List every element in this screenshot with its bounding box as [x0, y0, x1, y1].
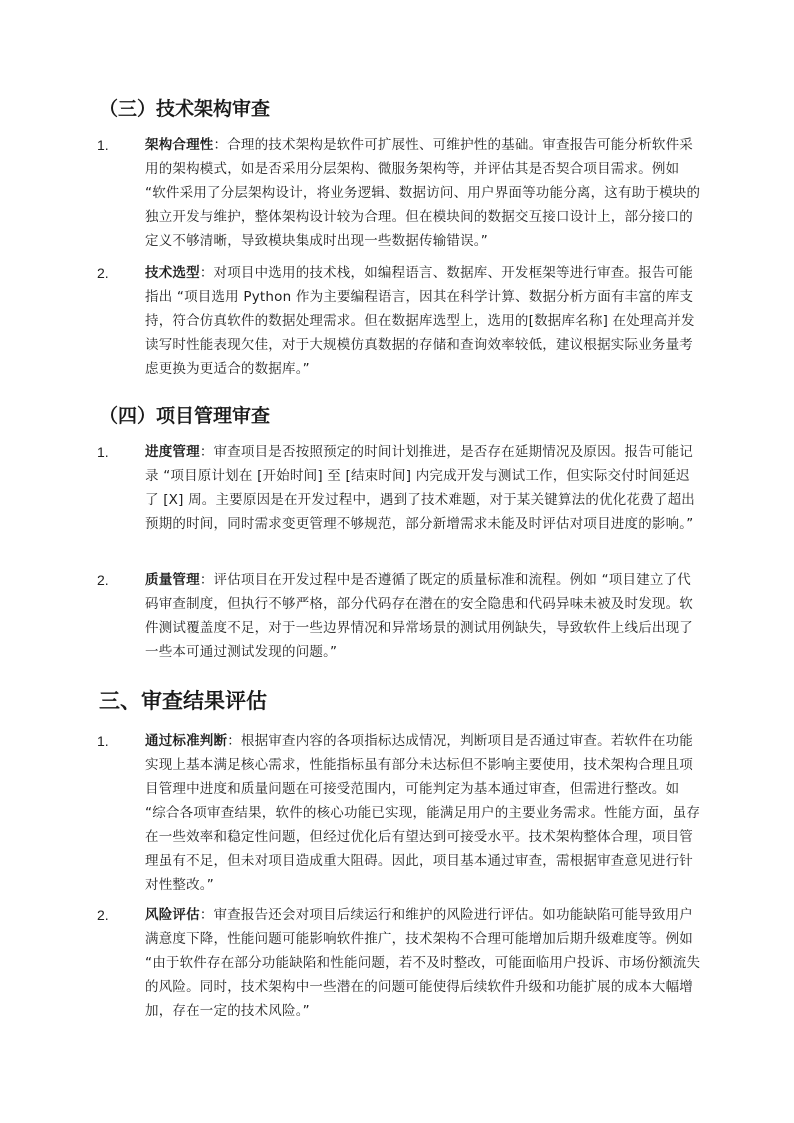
- list-item-lead: 质量管理: [145, 572, 200, 588]
- list-item: [97, 568, 707, 664]
- list-item: [97, 440, 707, 536]
- list-item-text: ：根据审查内容的各项指标达成情况，判断项目是否通过审查。若软件在功能实现上基本满足核心需求，性能指标虽有部分未达标但不影响主要使用，技术架构合理且项目管理中进度和质量问题在可接受范围内，可能判定为基本通过审查，但需进行整改。如 “综合各项审查结果，软件的核心功能已实现，能满足用户的主要业务需求。性能方面，虽存在一些效率和稳定性问题，但经过优化后有望达到可接受水平。技术架构整体合理，项目管理虽有不足，但未对项目造成重大阻碍。因此，项目基本通过审查，需根据审查意见进行针对性整改。”: [145, 733, 701, 893]
- list-item-body: [145, 568, 701, 664]
- list-number: 2.: [97, 572, 109, 588]
- list-item: [97, 729, 707, 897]
- list-number: 1.: [97, 137, 109, 153]
- list-item-body: [145, 133, 701, 253]
- list-item: [97, 261, 707, 381]
- list-number: 1.: [97, 444, 109, 460]
- list-number: 2.: [97, 265, 109, 281]
- list-number: 1.: [97, 733, 109, 749]
- list-item-lead: 架构合理性: [145, 137, 214, 153]
- list-item: [97, 133, 707, 253]
- list-item-body: [145, 903, 701, 1023]
- list-item-text: ：审查项目是否按照预定的时间计划推进，是否存在延期情况及原因。报告可能记录 “项目原计划在 [开始时间] 至 [结束时间] 内完成开发与测试工作，但实际交付时间延迟了 [X] 周。主要原因是在开发过程中，遇到了技术难题，对于某关键算法的优化花费了超出预期的时间，同时需求变更管理不够规范，部分新增需求未能及时评估对项目进度的影响。”: [145, 444, 695, 532]
- list-item-lead: 通过标准判断: [145, 733, 228, 749]
- list-item-text: ：评估项目在开发过程中是否遵循了既定的质量标准和流程。例如 “项目建立了代码审查制度，但执行不够严格，部分代码存在潜在的安全隐患和代码异味未被及时发现。软件测试覆盖度不足，对于一些边界情况和异常场景的测试用例缺失，导致软件上线后出现了一些本可通过测试发现的问题。”: [145, 572, 693, 660]
- section-heading-tech-architecture: （三）技术架构审查: [99, 98, 271, 120]
- list-item-body: [145, 261, 701, 381]
- list-item-body: [145, 440, 701, 536]
- list-item: [97, 903, 707, 1023]
- list-item-lead: 进度管理: [145, 444, 200, 460]
- list-item-body: [145, 729, 701, 897]
- list-item-lead: 技术选型: [145, 265, 200, 281]
- section-heading-project-management: （四）项目管理审查: [99, 405, 271, 427]
- list-item-lead: 风险评估: [145, 907, 200, 923]
- list-item-text: ：审查报告还会对项目后续运行和维护的风险进行评估。如功能缺陷可能导致用户满意度下降，性能问题可能影响软件推广，技术架构不合理可能增加后期升级难度等。例如 “由于软件存在部分功能缺陷和性能问题，若不及时整改，可能面临用户投诉、市场份额流失的风险。同时，技术架构中一些潜在的问题可能使得后续软件升级和功能扩展的成本大幅增加，存在一定的技术风险。”: [145, 907, 701, 1019]
- list-number: 2.: [97, 907, 109, 923]
- list-item-text: ：合理的技术架构是软件可扩展性、可维护性的基础。审查报告可能分析软件采用的架构模式，如是否采用分层架构、微服务架构等，并评估其是否契合项目需求。例如 “软件采用了分层架构设计，将业务逻辑、数据访问、用户界面等功能分离，这有助于模块的独立开发与维护，整体架构设计较为合理。但在模块间的数据交互接口设计上，部分接口的定义不够清晰，导致模块集成时出现一些数据传输错误。”: [145, 137, 701, 249]
- list-item-text: ：对项目中选用的技术栈，如编程语言、数据库、开发框架等进行审查。报告可能指出 “项目选用 Python 作为主要编程语言，因其在科学计算、数据分析方面有丰富的库支持，符合仿真软件的数据处理需求。但在数据库选型上，选用的[数据库名称] 在处理高并发读写时性能表现欠佳，对于大规模仿真数据的存储和查询效率较低，建议根据实际业务量考虑更换为更适合的数据库。”: [145, 265, 695, 377]
- section-heading-review-results: 三、审查结果评估: [99, 689, 267, 713]
